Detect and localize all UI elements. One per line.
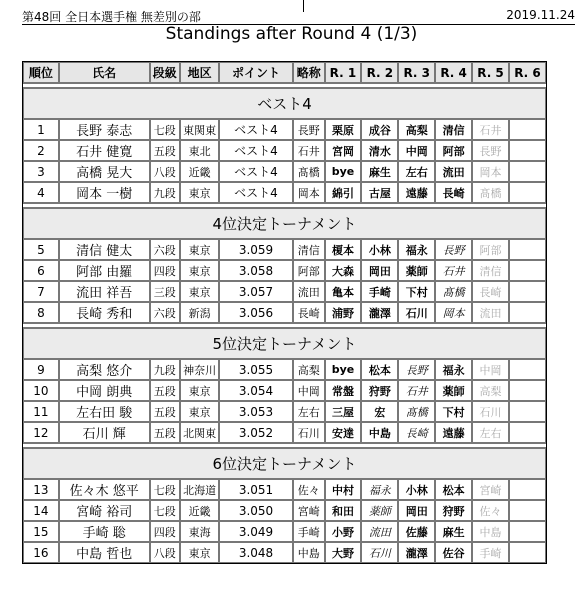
- rank-cell: 2: [23, 140, 59, 161]
- round-2-cell: 麻生: [361, 161, 398, 182]
- round-6-cell: [509, 302, 546, 323]
- player-name-cell: 岡本 一樹: [59, 182, 150, 203]
- column-header: R. 3: [398, 62, 435, 83]
- abbr-cell: 長崎: [293, 302, 325, 323]
- round-2-cell: 成谷: [361, 119, 398, 140]
- round-2-cell: 石川: [361, 542, 398, 563]
- player-name-cell: 高橋 晃大: [59, 161, 150, 182]
- round-1-cell: 浦野: [325, 302, 362, 323]
- rank-cell: 15: [23, 521, 59, 542]
- round-2-cell: 岡田: [361, 260, 398, 281]
- round-3-cell: 左右: [398, 161, 435, 182]
- grade-cell: 五段: [150, 422, 181, 443]
- column-header: 段級: [150, 62, 181, 83]
- player-name-cell: 中島 哲也: [59, 542, 150, 563]
- player-name-cell: 左右田 駿: [59, 401, 150, 422]
- section-header: [23, 328, 546, 359]
- points-cell: ベスト4: [219, 119, 293, 140]
- round-6-cell: [509, 521, 546, 542]
- player-name-cell: 手崎 聡: [59, 521, 150, 542]
- points-cell: 3.051: [219, 479, 293, 500]
- table-row: [23, 500, 546, 521]
- table-row: [23, 542, 546, 563]
- section-header: [23, 208, 546, 239]
- round-4-cell: 佐谷: [435, 542, 472, 563]
- round-5-cell: 手崎: [472, 542, 509, 563]
- round-4-cell: 長崎: [435, 182, 472, 203]
- round-2-cell: 宏: [361, 401, 398, 422]
- region-cell: 近畿: [180, 161, 219, 182]
- region-cell: 東京: [180, 260, 219, 281]
- round-5-cell: 石井: [472, 119, 509, 140]
- column-header: 地区: [180, 62, 219, 83]
- round-6-cell: [509, 119, 546, 140]
- column-header: 順位: [23, 62, 59, 83]
- round-2-cell: 中島: [361, 422, 398, 443]
- table-row: [23, 479, 546, 500]
- points-cell: 3.059: [219, 239, 293, 260]
- round-4-cell: 清信: [435, 119, 472, 140]
- round-6-cell: [509, 380, 546, 401]
- player-name-cell: 阿部 由羅: [59, 260, 150, 281]
- rank-cell: 13: [23, 479, 59, 500]
- region-cell: 神奈川: [180, 359, 219, 380]
- round-2-cell: 松本: [361, 359, 398, 380]
- abbr-cell: 石川: [293, 422, 325, 443]
- round-2-cell: 小林: [361, 239, 398, 260]
- column-header: R. 4: [435, 62, 472, 83]
- round-5-cell: 中岡: [472, 359, 509, 380]
- section-title: 6位決定トーナメント: [23, 448, 546, 479]
- grade-cell: 四段: [150, 260, 181, 281]
- region-cell: 近畿: [180, 500, 219, 521]
- round-3-cell: 遠藤: [398, 182, 435, 203]
- grade-cell: 五段: [150, 401, 181, 422]
- round-1-cell: 三屋: [325, 401, 362, 422]
- abbr-cell: 岡本: [293, 182, 325, 203]
- round-5-cell: 清信: [472, 260, 509, 281]
- round-6-cell: [509, 479, 546, 500]
- round-6-cell: [509, 260, 546, 281]
- round-4-cell: 阿部: [435, 140, 472, 161]
- column-header: R. 6: [509, 62, 546, 83]
- player-name-cell: 宮崎 裕司: [59, 500, 150, 521]
- round-3-cell: 長崎: [398, 422, 435, 443]
- round-2-cell: 古屋: [361, 182, 398, 203]
- round-6-cell: [509, 422, 546, 443]
- grade-cell: 六段: [150, 302, 181, 323]
- points-cell: 3.053: [219, 401, 293, 422]
- grade-cell: 七段: [150, 479, 181, 500]
- round-1-cell: 栗原: [325, 119, 362, 140]
- grade-cell: 五段: [150, 140, 181, 161]
- date-label: 2019.11.24: [506, 8, 575, 22]
- table-row: [23, 521, 546, 542]
- round-6-cell: [509, 182, 546, 203]
- abbr-cell: 流田: [293, 281, 325, 302]
- rank-cell: 1: [23, 119, 59, 140]
- grade-cell: 八段: [150, 542, 181, 563]
- round-3-cell: 高梨: [398, 119, 435, 140]
- round-1-cell: 大野: [325, 542, 362, 563]
- points-cell: 3.048: [219, 542, 293, 563]
- round-1-cell: 亀本: [325, 281, 362, 302]
- round-6-cell: [509, 281, 546, 302]
- region-cell: 北海道: [180, 479, 219, 500]
- round-4-cell: 遠藤: [435, 422, 472, 443]
- round-3-cell: 福永: [398, 239, 435, 260]
- region-cell: 東北: [180, 140, 219, 161]
- player-name-cell: 石井 健寛: [59, 140, 150, 161]
- rank-cell: 6: [23, 260, 59, 281]
- table-row: [23, 260, 546, 281]
- page-title: Standings after Round 4 (1/3): [165, 24, 418, 44]
- round-5-cell: 岡本: [472, 161, 509, 182]
- region-cell: 新潟: [180, 302, 219, 323]
- rank-cell: 9: [23, 359, 59, 380]
- region-cell: 東海: [180, 521, 219, 542]
- section-header: [23, 448, 546, 479]
- rank-cell: 4: [23, 182, 59, 203]
- table-row: [23, 281, 546, 302]
- round-2-cell: 清水: [361, 140, 398, 161]
- round-3-cell: 下村: [398, 281, 435, 302]
- table-row: [23, 140, 546, 161]
- round-3-cell: 中岡: [398, 140, 435, 161]
- player-name-cell: 高梨 悠介: [59, 359, 150, 380]
- abbr-cell: 佐々: [293, 479, 325, 500]
- region-cell: 北関東: [180, 422, 219, 443]
- player-name-cell: 佐々木 悠平: [59, 479, 150, 500]
- round-1-cell: 常盤: [325, 380, 362, 401]
- rank-cell: 10: [23, 380, 59, 401]
- region-cell: 東京: [180, 401, 219, 422]
- abbr-cell: 清信: [293, 239, 325, 260]
- rank-cell: 5: [23, 239, 59, 260]
- points-cell: 3.052: [219, 422, 293, 443]
- round-2-cell: 福永: [361, 479, 398, 500]
- round-1-cell: 安達: [325, 422, 362, 443]
- round-3-cell: 髙橋: [398, 401, 435, 422]
- round-4-cell: 髙橋: [435, 281, 472, 302]
- rank-cell: 16: [23, 542, 59, 563]
- player-name-cell: 中岡 朗典: [59, 380, 150, 401]
- round-5-cell: 佐々: [472, 500, 509, 521]
- standings-table: [22, 61, 547, 564]
- grade-cell: 七段: [150, 119, 181, 140]
- round-5-cell: 流田: [472, 302, 509, 323]
- round-3-cell: 瀧澤: [398, 542, 435, 563]
- player-name-cell: 流田 祥吾: [59, 281, 150, 302]
- round-5-cell: 髙橋: [472, 182, 509, 203]
- grade-cell: 三段: [150, 281, 181, 302]
- round-5-cell: 高梨: [472, 380, 509, 401]
- rank-cell: 3: [23, 161, 59, 182]
- round-4-cell: 麻生: [435, 521, 472, 542]
- tournament-name: 第48回 全日本選手権 無差別の部: [22, 10, 201, 24]
- grade-cell: 七段: [150, 500, 181, 521]
- grade-cell: 五段: [150, 380, 181, 401]
- round-3-cell: 小林: [398, 479, 435, 500]
- round-5-cell: 宮崎: [472, 479, 509, 500]
- round-3-cell: 石井: [398, 380, 435, 401]
- player-name-cell: 清信 健太: [59, 239, 150, 260]
- round-1-cell: 中村: [325, 479, 362, 500]
- round-1-cell: bye: [325, 161, 362, 182]
- round-3-cell: 石川: [398, 302, 435, 323]
- abbr-cell: 髙橋: [293, 161, 325, 182]
- round-3-cell: 薬師: [398, 260, 435, 281]
- round-1-cell: 小野: [325, 521, 362, 542]
- round-4-cell: 流田: [435, 161, 472, 182]
- abbr-cell: 中岡: [293, 380, 325, 401]
- grade-cell: 四段: [150, 521, 181, 542]
- header-row: [23, 62, 546, 83]
- column-header: R. 5: [472, 62, 509, 83]
- round-1-cell: 綿引: [325, 182, 362, 203]
- round-2-cell: 薬師: [361, 500, 398, 521]
- round-6-cell: [509, 161, 546, 182]
- player-name-cell: 長崎 秀和: [59, 302, 150, 323]
- section-header: [23, 88, 546, 119]
- grade-cell: 九段: [150, 359, 181, 380]
- rank-cell: 8: [23, 302, 59, 323]
- points-cell: 3.056: [219, 302, 293, 323]
- grade-cell: 九段: [150, 182, 181, 203]
- points-cell: 3.049: [219, 521, 293, 542]
- round-1-cell: 宮岡: [325, 140, 362, 161]
- table-row: [23, 302, 546, 323]
- round-2-cell: 狩野: [361, 380, 398, 401]
- player-name-cell: 長野 泰志: [59, 119, 150, 140]
- section-title: ベスト4: [23, 88, 546, 119]
- round-4-cell: 薬師: [435, 380, 472, 401]
- round-1-cell: 榎本: [325, 239, 362, 260]
- table-row: [23, 359, 546, 380]
- table-row: [23, 401, 546, 422]
- round-4-cell: 狩野: [435, 500, 472, 521]
- round-4-cell: 石井: [435, 260, 472, 281]
- round-6-cell: [509, 140, 546, 161]
- abbr-cell: 石井: [293, 140, 325, 161]
- round-3-cell: 佐藤: [398, 521, 435, 542]
- table-row: [23, 119, 546, 140]
- region-cell: 東関東: [180, 119, 219, 140]
- grade-cell: 八段: [150, 161, 181, 182]
- section-title: 5位決定トーナメント: [23, 328, 546, 359]
- round-6-cell: [509, 239, 546, 260]
- rank-cell: 14: [23, 500, 59, 521]
- points-cell: 3.050: [219, 500, 293, 521]
- column-header: R. 1: [325, 62, 362, 83]
- table-row: [23, 239, 546, 260]
- round-4-cell: 福永: [435, 359, 472, 380]
- round-4-cell: 岡本: [435, 302, 472, 323]
- points-cell: ベスト4: [219, 161, 293, 182]
- region-cell: 東京: [180, 182, 219, 203]
- table-row: [23, 182, 546, 203]
- round-6-cell: [509, 401, 546, 422]
- points-cell: 3.055: [219, 359, 293, 380]
- abbr-cell: 長野: [293, 119, 325, 140]
- column-header: 略称: [293, 62, 325, 83]
- round-5-cell: 長野: [472, 140, 509, 161]
- points-cell: ベスト4: [219, 140, 293, 161]
- column-header: R. 2: [361, 62, 398, 83]
- region-cell: 東京: [180, 239, 219, 260]
- round-3-cell: 長野: [398, 359, 435, 380]
- round-3-cell: 岡田: [398, 500, 435, 521]
- table-row: [23, 422, 546, 443]
- region-cell: 東京: [180, 542, 219, 563]
- points-cell: ベスト4: [219, 182, 293, 203]
- round-6-cell: [509, 500, 546, 521]
- player-name-cell: 石川 輝: [59, 422, 150, 443]
- round-5-cell: 石川: [472, 401, 509, 422]
- round-2-cell: 手崎: [361, 281, 398, 302]
- round-1-cell: 大森: [325, 260, 362, 281]
- table-row: [23, 380, 546, 401]
- section-title: 4位決定トーナメント: [23, 208, 546, 239]
- abbr-cell: 宮崎: [293, 500, 325, 521]
- round-4-cell: 下村: [435, 401, 472, 422]
- round-5-cell: 阿部: [472, 239, 509, 260]
- round-5-cell: 左右: [472, 422, 509, 443]
- points-cell: 3.057: [219, 281, 293, 302]
- rank-cell: 12: [23, 422, 59, 443]
- points-cell: 3.058: [219, 260, 293, 281]
- round-5-cell: 中島: [472, 521, 509, 542]
- rank-cell: 7: [23, 281, 59, 302]
- round-1-cell: bye: [325, 359, 362, 380]
- round-4-cell: 長野: [435, 239, 472, 260]
- column-header: ポイント: [219, 62, 293, 83]
- table-row: [23, 161, 546, 182]
- round-4-cell: 松本: [435, 479, 472, 500]
- abbr-cell: 阿部: [293, 260, 325, 281]
- header-tick: [303, 0, 304, 12]
- round-2-cell: 流田: [361, 521, 398, 542]
- round-6-cell: [509, 359, 546, 380]
- grade-cell: 六段: [150, 239, 181, 260]
- abbr-cell: 左右: [293, 401, 325, 422]
- abbr-cell: 高梨: [293, 359, 325, 380]
- round-1-cell: 和田: [325, 500, 362, 521]
- round-6-cell: [509, 542, 546, 563]
- region-cell: 東京: [180, 380, 219, 401]
- round-2-cell: 瀧澤: [361, 302, 398, 323]
- region-cell: 東京: [180, 281, 219, 302]
- round-5-cell: 長崎: [472, 281, 509, 302]
- points-cell: 3.054: [219, 380, 293, 401]
- rank-cell: 11: [23, 401, 59, 422]
- abbr-cell: 手崎: [293, 521, 325, 542]
- abbr-cell: 中島: [293, 542, 325, 563]
- column-header: 氏名: [59, 62, 150, 83]
